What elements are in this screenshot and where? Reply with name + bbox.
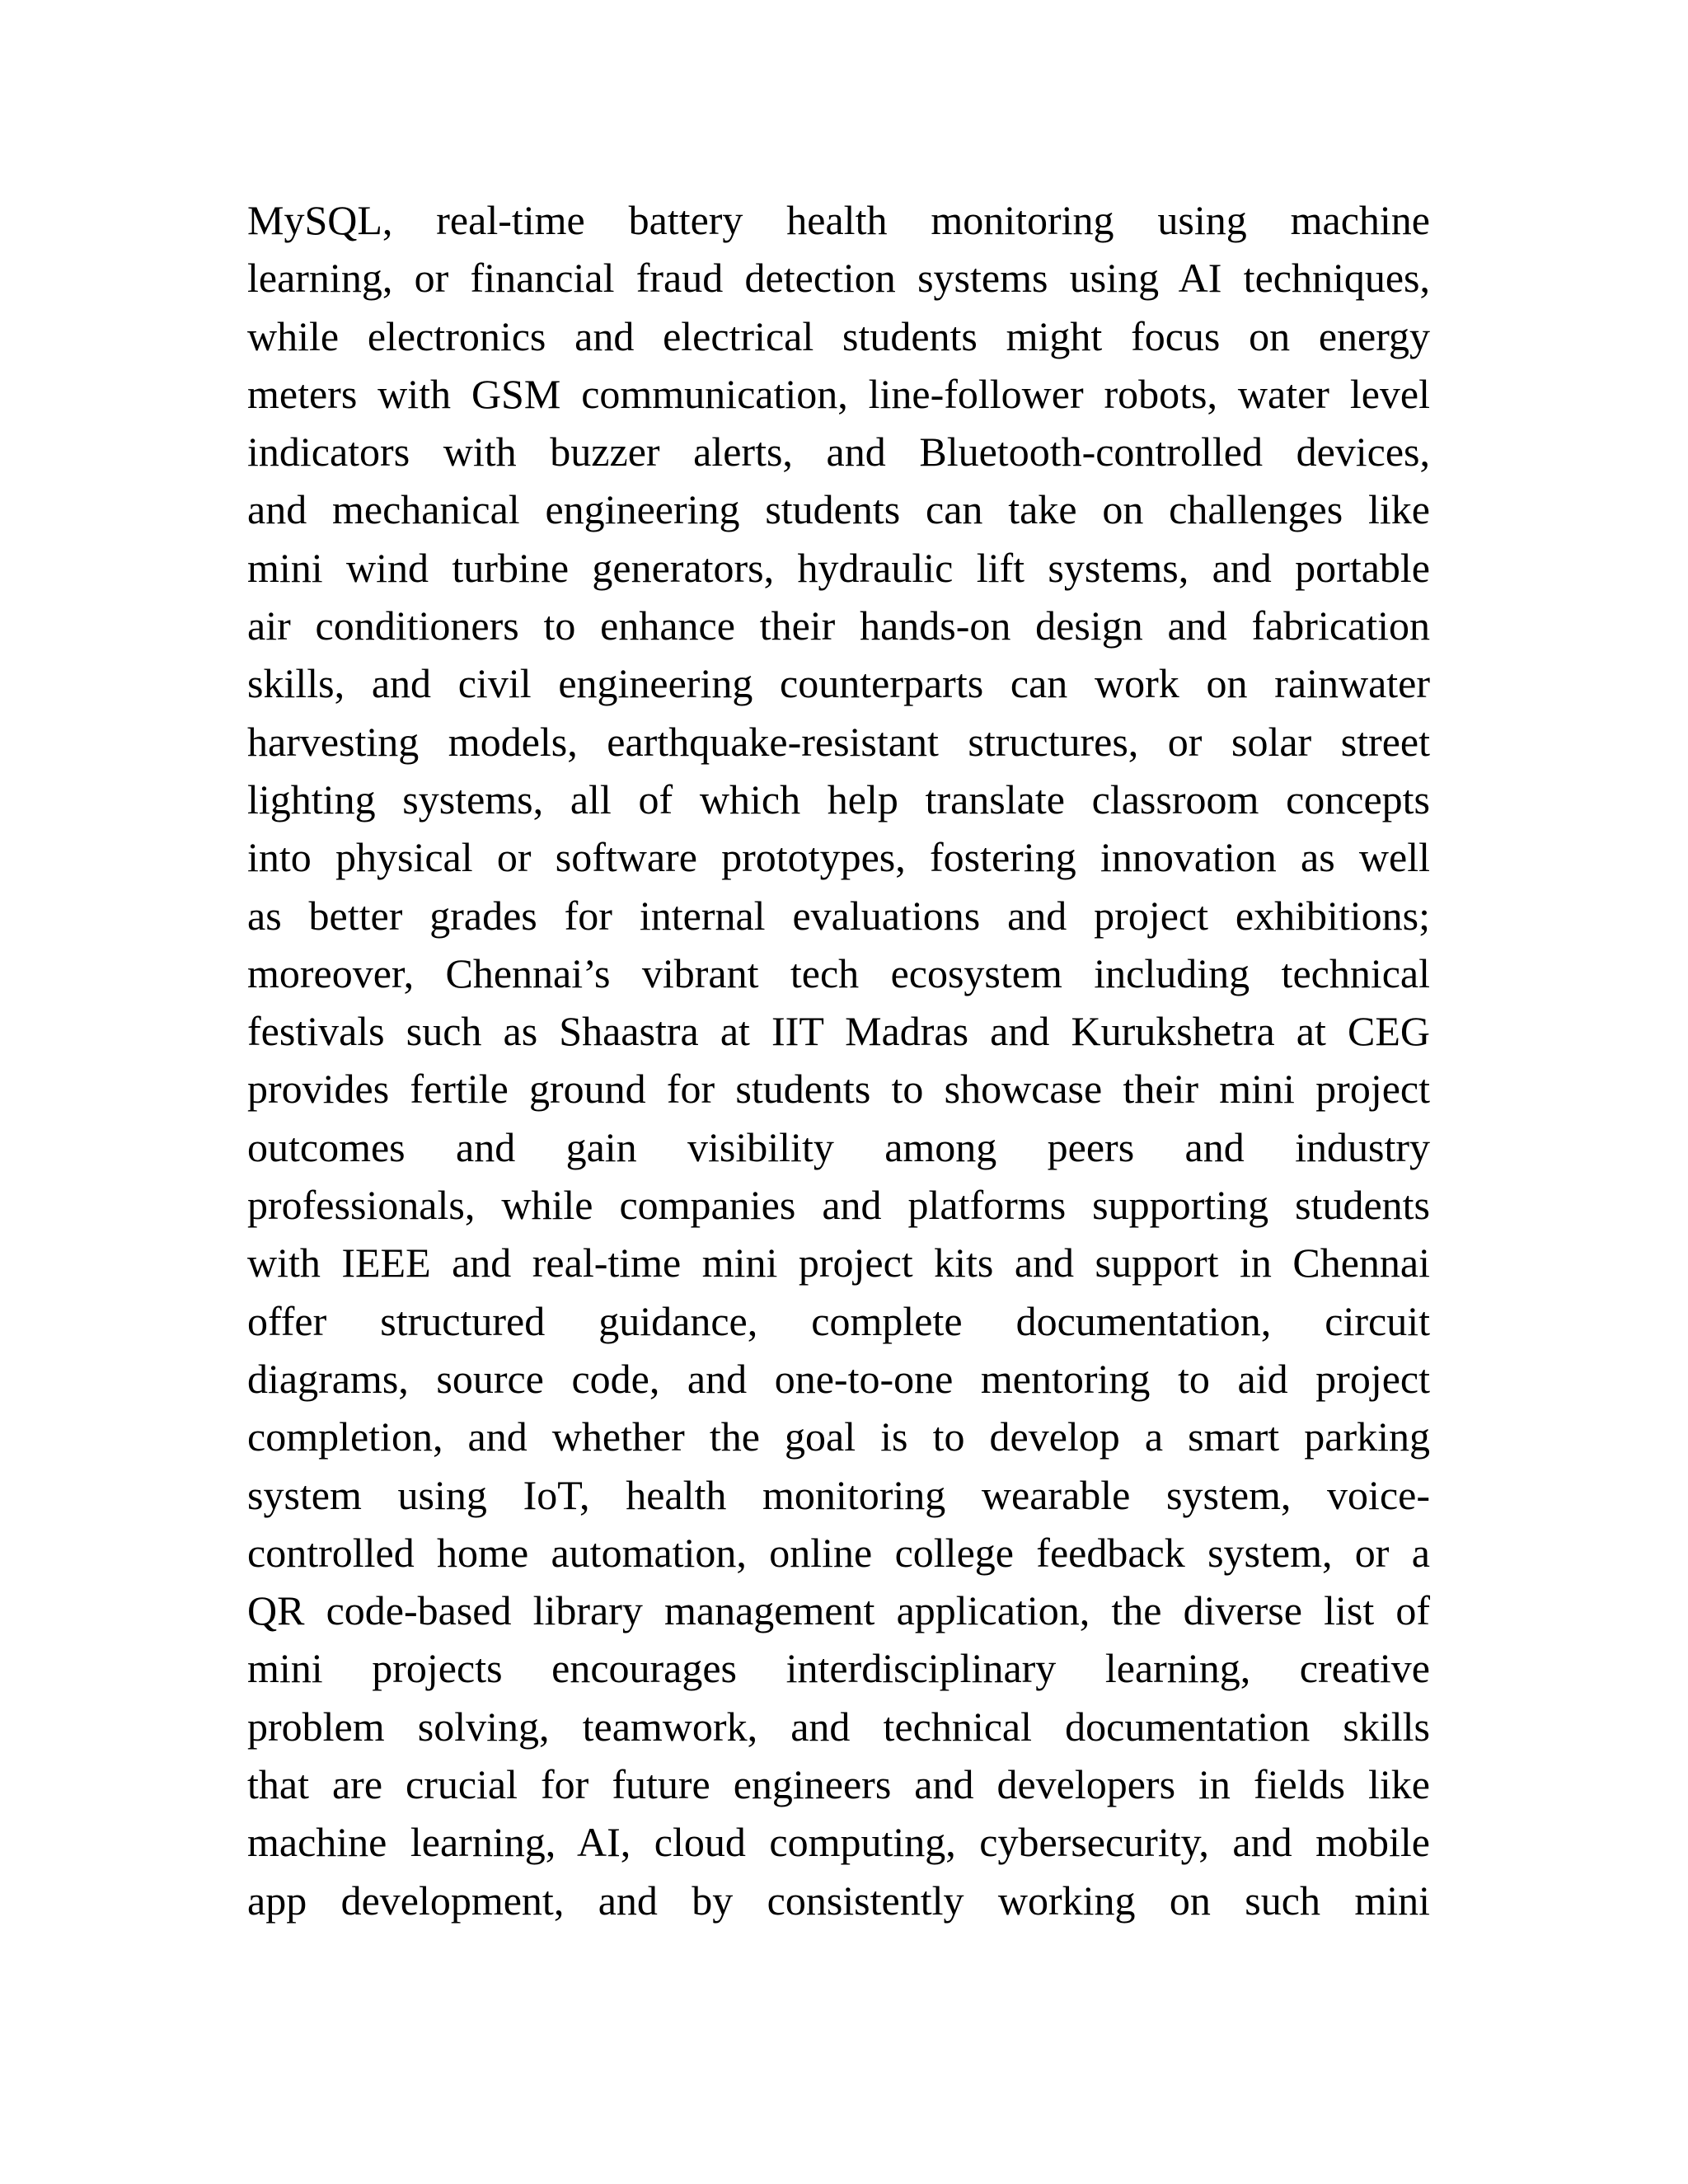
text-line: air conditioners to enhance their hands-on design and fabrication xyxy=(247,602,1430,649)
text-line: indicators with buzzer alerts, and Bluetooth-controlled devices, xyxy=(247,429,1430,476)
text-line: that are crucial for future engineers and developers in fields like xyxy=(247,1761,1430,1808)
text-line: mini projects encourages interdisciplinary learning, creative xyxy=(247,1645,1430,1692)
text-line: lighting systems, all of which help translate classroom concepts xyxy=(247,776,1430,823)
text-line: with IEEE and real-time mini project kits and support in Chennai xyxy=(247,1240,1430,1286)
text-line: machine learning, AI, cloud computing, cybersecurity, and mobile xyxy=(247,1819,1430,1866)
text-line: offer structured guidance, complete documentation, circuit xyxy=(247,1297,1430,1344)
body-paragraph xyxy=(247,191,1430,1929)
text-line: QR code-based library management application, the diverse list of xyxy=(247,1587,1430,1634)
text-line: system using IoT, health monitoring wearable system, voice- xyxy=(247,1471,1430,1518)
text-line: festivals such as Shaastra at IIT Madras and Kurukshetra at CEG xyxy=(247,1008,1430,1055)
text-line: controlled home automation, online college feedback system, or a xyxy=(247,1529,1430,1576)
text-line: diagrams, source code, and one-to-one mentoring to aid project xyxy=(247,1355,1430,1402)
text-line: into physical or software prototypes, fostering innovation as well xyxy=(247,834,1430,881)
text-line: as better grades for internal evaluations and project exhibitions; xyxy=(247,892,1430,939)
text-line: while electronics and electrical students might focus on energy xyxy=(247,312,1430,359)
text-line: provides fertile ground for students to showcase their mini project xyxy=(247,1066,1430,1113)
text-line: meters with GSM communication, line-follower robots, water level xyxy=(247,370,1430,417)
text-line: mini wind turbine generators, hydraulic lift systems, and portable xyxy=(247,544,1430,591)
text-line: harvesting models, earthquake-resistant structures, or solar street xyxy=(247,718,1430,765)
text-line: learning, or financial fraud detection systems using AI techniques, xyxy=(247,255,1430,302)
text-line: and mechanical engineering students can take on challenges like xyxy=(247,486,1430,533)
text-line: problem solving, teamwork, and technical documentation skills xyxy=(247,1703,1430,1750)
text-line: outcomes and gain visibility among peers and industry xyxy=(247,1123,1430,1170)
text-line: app development, and by consistently working on such mini xyxy=(247,1877,1430,1924)
text-line: completion, and whether the goal is to develop a smart parking xyxy=(247,1413,1430,1460)
text-line: professionals, while companies and platforms supporting students xyxy=(247,1182,1430,1229)
text-line: MySQL, real-time battery health monitoring using machine xyxy=(247,197,1430,243)
text-line: moreover, Chennai’s vibrant tech ecosystem including technical xyxy=(247,949,1430,996)
text-line: skills, and civil engineering counterparts can work on rainwater xyxy=(247,660,1430,707)
